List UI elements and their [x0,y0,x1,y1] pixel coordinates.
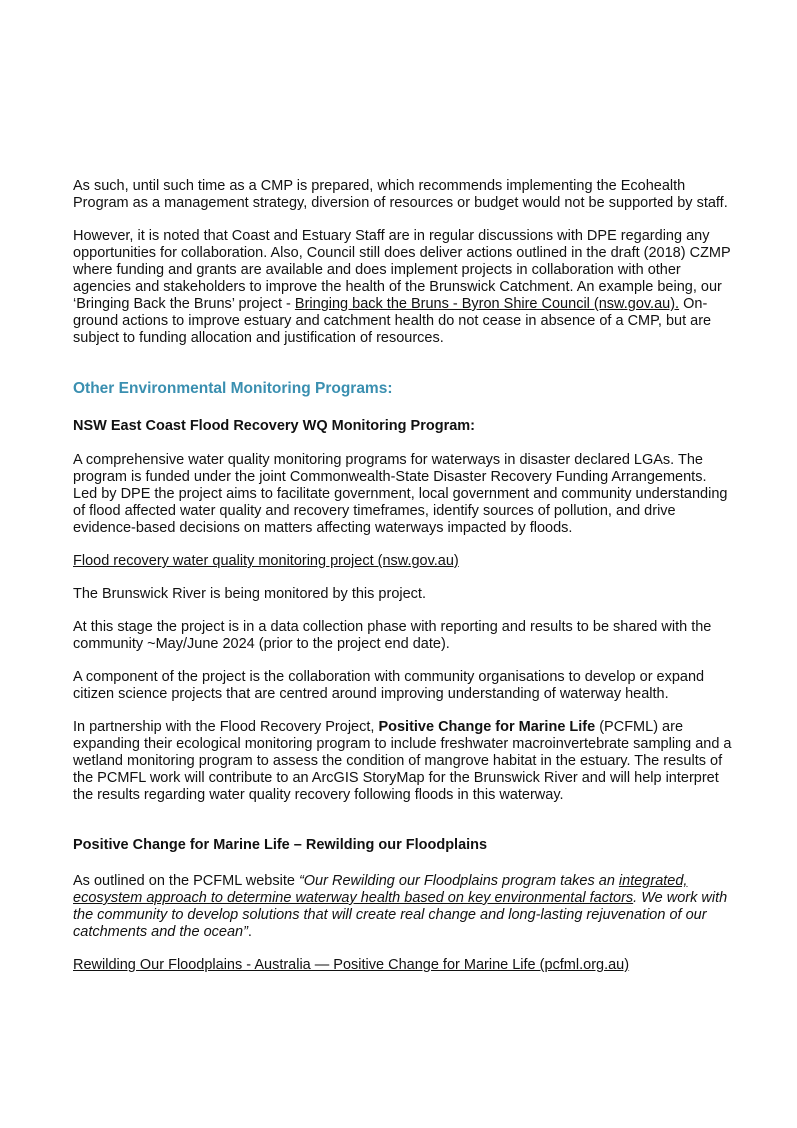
rewilding-floodplains-link[interactable]: Rewilding Our Floodplains - Australia — Positive Change for Marine Life (pcfml.org.au) [73,957,630,973]
intro-paragraph-1: As such, until such time as a CMP is prepared, which recommends implementing the Ecohealth Program as a management strategy, diversion of resources or budget would not be supported by staff. [73,178,728,211]
pcfml-quote-underlined: integrated, ecosystem approach to determine waterway health based on key environmental factors [73,873,688,906]
pcfml-paragraph-1-pre: As outlined on the PCFML website [73,873,299,889]
document-page [73,178,733,974]
pcfml-paragraph-1 [73,873,733,941]
intro-paragraph-2 [73,228,733,347]
pcfml-quote-b: . We work with the community to develop solutions that will create real change and long-lasting rejuvenation of our catchments and the ocean” [73,890,728,940]
pcfml-paragraph-1-end: . [247,924,252,940]
flood-paragraph-5 [73,719,733,804]
flood-paragraph-1: A comprehensive water quality monitoring programs for waterways in disaster declared LGAs. The program is funded under the joint Commonwealth-State Disaster Recovery Funding Arrangements. Led by DPE the project aims to facilitate government, local government and community understanding of flood affected water quality and recovery timeframes, identify sources of pollution, and drive evidence-based decisions on matters affecting waterways impacted by floods. [73,452,728,536]
flood-recovery-link[interactable]: Flood recovery water quality monitoring project (nsw.gov.au) [73,553,459,569]
flood-paragraph-3: At this stage the project is in a data collection phase with reporting and results to be shared with the community ~May/June 2024 (prior to the project end date). [73,619,712,652]
pcfml-quote-a: “Our Rewilding our Floodplains program takes an [298,873,619,889]
flood-paragraph-4: A component of the project is the collaboration with community organisations to develop or expand citizen science projects that are centred around improving understanding of waterway health. [73,669,705,702]
flood-paragraph-5-post: (PCFML) are expanding their ecological monitoring program to include freshwater macroinvertebrate sampling and a wetland monitoring program to assess the condition of mangrove habitat in the estuary. The results of the PCMFL work will contribute to an ArcGIS StoryMap for the Brunswick River and will help interpret the results regarding water quality recovery following floods in this waterway. [73,719,732,803]
pcfml-name-bold: Positive Change for Marine Life [378,719,596,735]
intro-paragraph-2-tail: On-ground actions to improve estuary and catchment health do not cease in absence of a CMP, but are subject to funding allocation and justification of resources. [73,296,712,346]
flood-paragraph-2: The Brunswick River is being monitored by this project. [73,586,426,602]
pcfml-heading: Positive Change for Marine Life – Rewilding our Floodplains [73,837,488,853]
flood-paragraph-5-pre: In partnership with the Flood Recovery Project, [73,719,379,735]
section-heading: Other Environmental Monitoring Programs: [73,380,393,397]
intro-paragraph-2-text: However, it is noted that Coast and Estuary Staff are in regular discussions with DPE regarding any opportunities for collaboration. Also, Council still does deliver actions outlined in the draft (2018) CZMP where funding and grants are available and does implement projects in collaboration with other agencies and stakeholders to improve the health of the Brunswick Catchment. An example being, our ‘Bringing Back the Bruns’ project - [73,228,731,312]
bringing-back-the-bruns-link[interactable]: Bringing back the Bruns - Byron Shire Council (nsw.gov.au). [294,296,680,312]
flood-program-heading: NSW East Coast Flood Recovery WQ Monitoring Program: [73,418,476,434]
